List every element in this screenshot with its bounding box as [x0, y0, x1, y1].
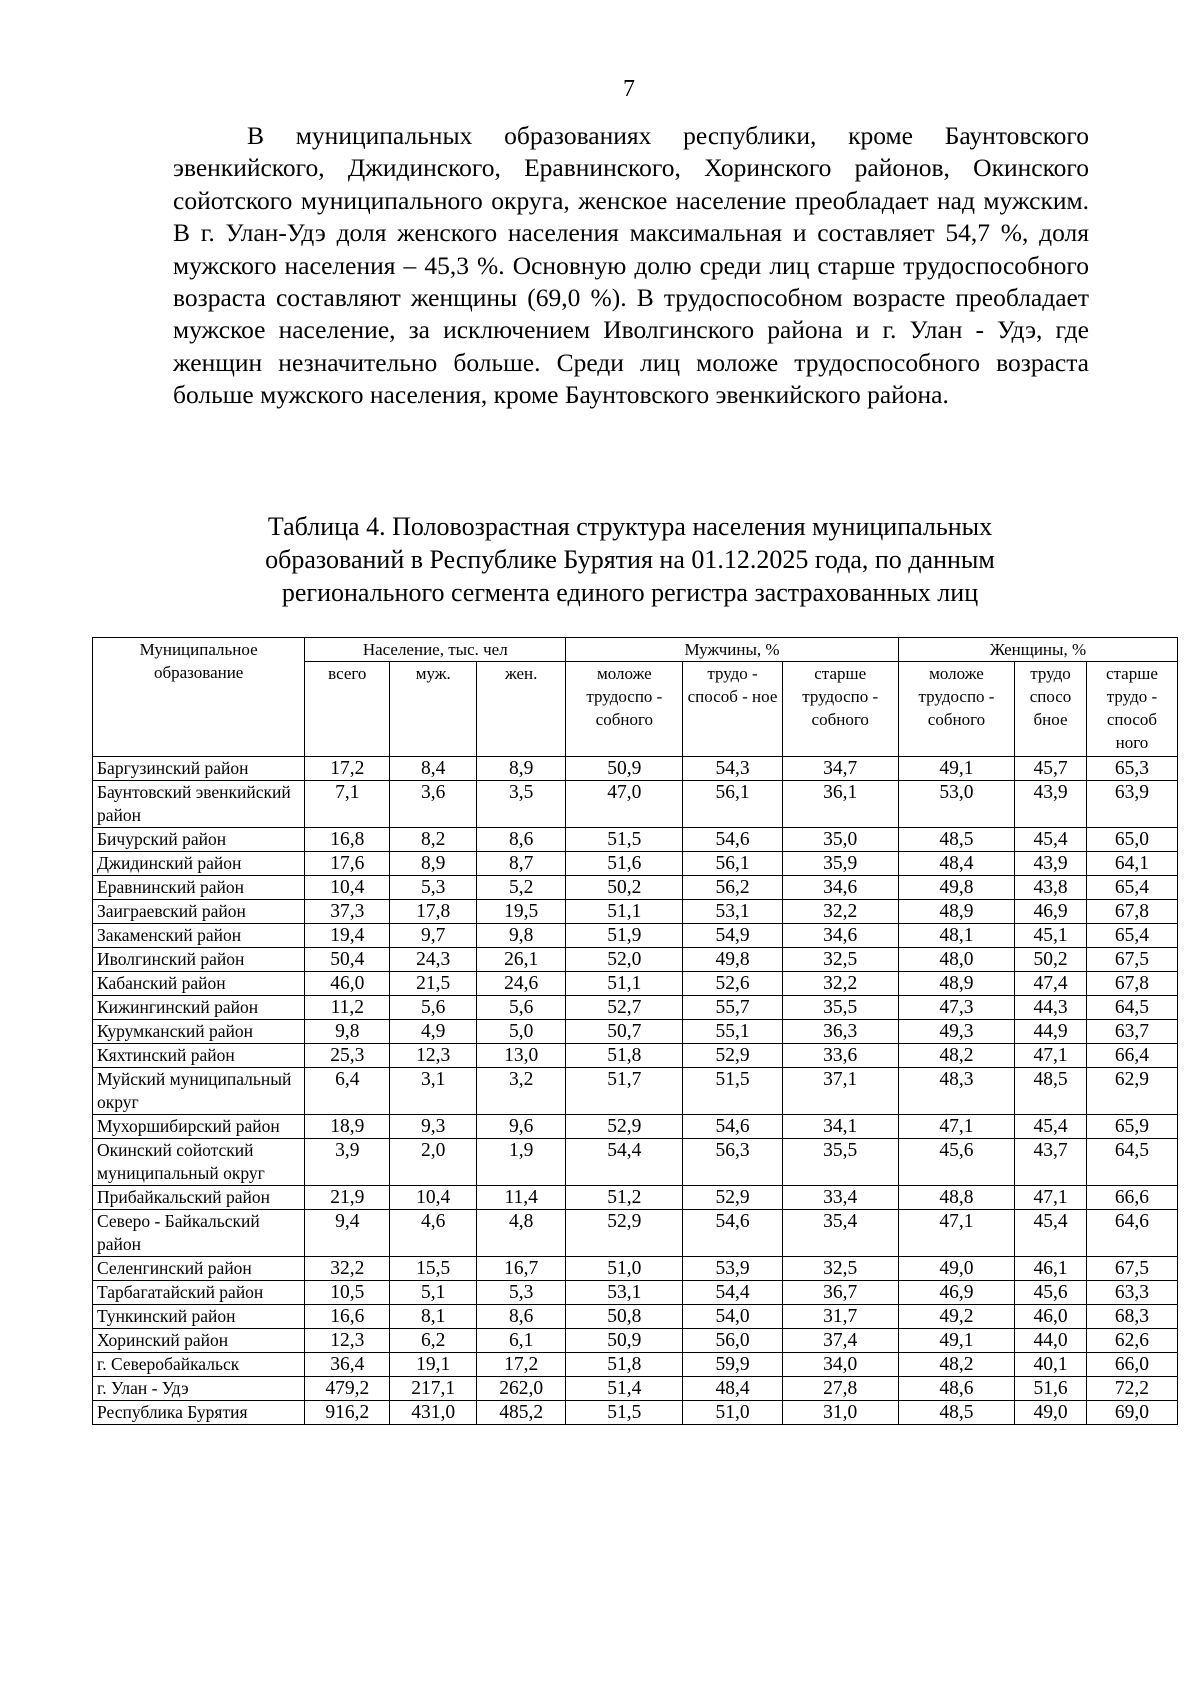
value-cell: 36,4 [305, 1353, 390, 1377]
table-row [93, 1044, 1178, 1068]
municipality-name-cell: Прибайкальский район [93, 1186, 305, 1210]
value-cell: 479,2 [305, 1377, 390, 1401]
value-cell: 9,7 [390, 924, 477, 948]
value-cell: 48,0 [898, 948, 1014, 972]
value-cell: 49,3 [898, 1020, 1014, 1044]
value-cell: 34,6 [782, 924, 898, 948]
value-cell: 1,9 [477, 1139, 566, 1186]
value-cell: 64,6 [1086, 1210, 1177, 1257]
value-cell: 64,5 [1086, 996, 1177, 1020]
table-row [93, 1281, 1178, 1305]
value-cell: 31,7 [782, 1305, 898, 1329]
value-cell: 35,0 [782, 828, 898, 852]
value-cell: 67,5 [1086, 948, 1177, 972]
value-cell: 45,7 [1015, 757, 1087, 781]
value-cell: 49,1 [898, 1329, 1014, 1353]
value-cell: 35,5 [782, 996, 898, 1020]
value-cell: 65,9 [1086, 1115, 1177, 1139]
value-cell: 24,6 [477, 972, 566, 996]
value-cell: 52,9 [683, 1186, 782, 1210]
value-cell: 10,4 [305, 876, 390, 900]
value-cell: 49,0 [898, 1257, 1014, 1281]
value-cell: 5,0 [477, 1020, 566, 1044]
table-row [93, 852, 1178, 876]
value-cell: 63,7 [1086, 1020, 1177, 1044]
value-cell: 26,1 [477, 948, 566, 972]
value-cell: 48,9 [898, 900, 1014, 924]
value-cell: 65,3 [1086, 757, 1177, 781]
value-cell: 54,9 [683, 924, 782, 948]
value-cell: 17,2 [477, 1353, 566, 1377]
value-cell: 48,5 [898, 1401, 1014, 1425]
value-cell: 5,2 [477, 876, 566, 900]
value-cell: 31,0 [782, 1401, 898, 1425]
value-cell: 50,9 [566, 757, 683, 781]
value-cell: 47,1 [898, 1210, 1014, 1257]
municipality-name-cell: Кабанский район [93, 972, 305, 996]
value-cell: 51,7 [566, 1068, 683, 1115]
value-cell: 46,1 [1015, 1257, 1087, 1281]
municipality-name-cell: Селенгинский район [93, 1257, 305, 1281]
municipality-name-cell: Баргузинский район [93, 757, 305, 781]
caption-line: регионального сегмента единого регистра застрахованных лиц [281, 578, 979, 607]
value-cell: 54,6 [683, 1115, 782, 1139]
value-cell: 5,6 [477, 996, 566, 1020]
value-cell: 51,6 [1015, 1377, 1087, 1401]
value-cell: 48,1 [898, 924, 1014, 948]
value-cell: 27,8 [782, 1377, 898, 1401]
value-cell: 32,5 [782, 1257, 898, 1281]
value-cell: 54,6 [683, 1210, 782, 1257]
value-cell: 48,2 [898, 1044, 1014, 1068]
value-cell: 56,2 [683, 876, 782, 900]
value-cell: 8,6 [477, 1305, 566, 1329]
value-cell: 47,0 [566, 781, 683, 828]
value-cell: 34,1 [782, 1115, 898, 1139]
value-cell: 4,9 [390, 1020, 477, 1044]
value-cell: 6,4 [305, 1068, 390, 1115]
value-cell: 21,5 [390, 972, 477, 996]
table-row [93, 900, 1178, 924]
value-cell: 11,2 [305, 996, 390, 1020]
value-cell: 55,1 [683, 1020, 782, 1044]
value-cell: 8,9 [390, 852, 477, 876]
caption-line: образований в Республике Бурятия на 01.12.2025 года, по данным [265, 545, 995, 574]
value-cell: 34,0 [782, 1353, 898, 1377]
table-row [93, 1377, 1178, 1401]
municipality-name-cell: Бичурский район [93, 828, 305, 852]
table-row [93, 1139, 1178, 1186]
value-cell: 9,6 [477, 1115, 566, 1139]
value-cell: 35,5 [782, 1139, 898, 1186]
municipality-name-cell: Республика Бурятия [93, 1401, 305, 1425]
value-cell: 53,9 [683, 1257, 782, 1281]
subheader-women-working: трудо спосо бное [1015, 662, 1087, 757]
header-women: Женщины, % [898, 638, 1177, 662]
value-cell: 48,9 [898, 972, 1014, 996]
value-cell: 69,0 [1086, 1401, 1177, 1425]
value-cell: 8,7 [477, 852, 566, 876]
municipality-name-cell: Кижингинский район [93, 996, 305, 1020]
value-cell: 4,8 [477, 1210, 566, 1257]
value-cell: 45,1 [1015, 924, 1087, 948]
value-cell: 51,4 [566, 1377, 683, 1401]
table-row [93, 1210, 1178, 1257]
table-row [93, 876, 1178, 900]
value-cell: 68,3 [1086, 1305, 1177, 1329]
value-cell: 64,5 [1086, 1139, 1177, 1186]
value-cell: 47,1 [1015, 1044, 1087, 1068]
value-cell: 32,5 [782, 948, 898, 972]
value-cell: 45,4 [1015, 1115, 1087, 1139]
value-cell: 3,1 [390, 1068, 477, 1115]
value-cell: 45,4 [1015, 828, 1087, 852]
value-cell: 51,8 [566, 1044, 683, 1068]
value-cell: 55,7 [683, 996, 782, 1020]
value-cell: 12,3 [305, 1329, 390, 1353]
value-cell: 72,2 [1086, 1377, 1177, 1401]
value-cell: 9,3 [390, 1115, 477, 1139]
value-cell: 51,1 [566, 972, 683, 996]
value-cell: 7,1 [305, 781, 390, 828]
table-row [93, 1305, 1178, 1329]
value-cell: 36,3 [782, 1020, 898, 1044]
value-cell: 485,2 [477, 1401, 566, 1425]
value-cell: 17,6 [305, 852, 390, 876]
table-row [93, 1115, 1178, 1139]
value-cell: 40,1 [1015, 1353, 1087, 1377]
value-cell: 217,1 [390, 1377, 477, 1401]
table-row [93, 948, 1178, 972]
value-cell: 5,3 [477, 1281, 566, 1305]
value-cell: 8,9 [477, 757, 566, 781]
municipality-name-cell: г. Северобайкальск [93, 1353, 305, 1377]
value-cell: 56,1 [683, 781, 782, 828]
value-cell: 67,8 [1086, 900, 1177, 924]
municipality-name-cell: Тункинский район [93, 1305, 305, 1329]
value-cell: 48,6 [898, 1377, 1014, 1401]
value-cell: 262,0 [477, 1377, 566, 1401]
table-row [93, 924, 1178, 948]
population-structure-table [92, 637, 1178, 1425]
value-cell: 44,9 [1015, 1020, 1087, 1044]
value-cell: 63,9 [1086, 781, 1177, 828]
value-cell: 32,2 [305, 1257, 390, 1281]
value-cell: 33,6 [782, 1044, 898, 1068]
value-cell: 50,9 [566, 1329, 683, 1353]
value-cell: 47,4 [1015, 972, 1087, 996]
value-cell: 53,0 [898, 781, 1014, 828]
value-cell: 66,4 [1086, 1044, 1177, 1068]
value-cell: 43,9 [1015, 852, 1087, 876]
table-row [93, 781, 1178, 828]
value-cell: 16,7 [477, 1257, 566, 1281]
table-header-row [93, 638, 1178, 662]
value-cell: 17,8 [390, 900, 477, 924]
table-row [93, 828, 1178, 852]
value-cell: 48,2 [898, 1353, 1014, 1377]
caption-line: Таблица 4. Половозрастная структура населения муниципальных [267, 512, 993, 541]
value-cell: 3,5 [477, 781, 566, 828]
value-cell: 47,1 [1015, 1186, 1087, 1210]
value-cell: 54,4 [566, 1139, 683, 1186]
value-cell: 65,4 [1086, 924, 1177, 948]
value-cell: 50,4 [305, 948, 390, 972]
value-cell: 50,8 [566, 1305, 683, 1329]
municipality-name-cell: Курумканский район [93, 1020, 305, 1044]
table-row [93, 1020, 1178, 1044]
value-cell: 16,8 [305, 828, 390, 852]
value-cell: 53,1 [683, 900, 782, 924]
value-cell: 9,8 [477, 924, 566, 948]
value-cell: 19,5 [477, 900, 566, 924]
subheader-men-old: старше трудоспо - собного [782, 662, 898, 757]
table-row [93, 757, 1178, 781]
value-cell: 45,6 [1015, 1281, 1087, 1305]
value-cell: 37,4 [782, 1329, 898, 1353]
value-cell: 50,2 [566, 876, 683, 900]
value-cell: 48,8 [898, 1186, 1014, 1210]
municipality-name-cell: Кяхтинский район [93, 1044, 305, 1068]
value-cell: 36,7 [782, 1281, 898, 1305]
value-cell: 46,0 [305, 972, 390, 996]
value-cell: 56,3 [683, 1139, 782, 1186]
value-cell: 46,9 [1015, 900, 1087, 924]
value-cell: 51,5 [566, 828, 683, 852]
subheader-women-young: моложе трудоспо - собного [898, 662, 1014, 757]
value-cell: 35,9 [782, 852, 898, 876]
value-cell: 56,1 [683, 852, 782, 876]
value-cell: 32,2 [782, 900, 898, 924]
subheader-women-old: старше трудо - способ ного [1086, 662, 1177, 757]
value-cell: 33,4 [782, 1186, 898, 1210]
value-cell: 47,3 [898, 996, 1014, 1020]
value-cell: 6,2 [390, 1329, 477, 1353]
header-population: Население, тыс. чел [305, 638, 566, 662]
value-cell: 51,2 [566, 1186, 683, 1210]
value-cell: 56,0 [683, 1329, 782, 1353]
value-cell: 49,2 [898, 1305, 1014, 1329]
value-cell: 48,5 [898, 828, 1014, 852]
value-cell: 50,2 [1015, 948, 1087, 972]
value-cell: 431,0 [390, 1401, 477, 1425]
value-cell: 19,4 [305, 924, 390, 948]
table-row [93, 1353, 1178, 1377]
value-cell: 54,0 [683, 1305, 782, 1329]
value-cell: 51,1 [566, 900, 683, 924]
value-cell: 8,1 [390, 1305, 477, 1329]
value-cell: 10,5 [305, 1281, 390, 1305]
value-cell: 9,4 [305, 1210, 390, 1257]
table-row [93, 972, 1178, 996]
table-row [93, 1401, 1178, 1425]
municipality-name-cell: Баунтовский эвенкийский район [93, 781, 305, 828]
value-cell: 45,6 [898, 1139, 1014, 1186]
municipality-name-cell: Закаменский район [93, 924, 305, 948]
value-cell: 65,4 [1086, 876, 1177, 900]
value-cell: 49,8 [683, 948, 782, 972]
value-cell: 37,1 [782, 1068, 898, 1115]
value-cell: 59,9 [683, 1353, 782, 1377]
value-cell: 16,6 [305, 1305, 390, 1329]
municipality-name-cell: Мухоршибирский район [93, 1115, 305, 1139]
value-cell: 13,0 [477, 1044, 566, 1068]
value-cell: 52,6 [683, 972, 782, 996]
value-cell: 67,5 [1086, 1257, 1177, 1281]
value-cell: 32,2 [782, 972, 898, 996]
value-cell: 3,9 [305, 1139, 390, 1186]
value-cell: 11,4 [477, 1186, 566, 1210]
page-number: 7 [623, 76, 635, 102]
value-cell: 916,2 [305, 1401, 390, 1425]
subheader-male: муж. [390, 662, 477, 757]
value-cell: 2,0 [390, 1139, 477, 1186]
value-cell: 44,0 [1015, 1329, 1087, 1353]
value-cell: 19,1 [390, 1353, 477, 1377]
value-cell: 48,4 [898, 852, 1014, 876]
value-cell: 46,0 [1015, 1305, 1087, 1329]
value-cell: 54,4 [683, 1281, 782, 1305]
value-cell: 52,9 [683, 1044, 782, 1068]
value-cell: 51,9 [566, 924, 683, 948]
municipality-name-cell: Заиграевский район [93, 900, 305, 924]
value-cell: 25,3 [305, 1044, 390, 1068]
table-caption [190, 510, 1070, 609]
value-cell: 43,8 [1015, 876, 1087, 900]
value-cell: 8,4 [390, 757, 477, 781]
value-cell: 6,1 [477, 1329, 566, 1353]
value-cell: 49,8 [898, 876, 1014, 900]
municipality-name-cell: Еравнинский район [93, 876, 305, 900]
value-cell: 34,7 [782, 757, 898, 781]
value-cell: 5,3 [390, 876, 477, 900]
subheader-female: жен. [477, 662, 566, 757]
value-cell: 52,7 [566, 996, 683, 1020]
value-cell: 43,7 [1015, 1139, 1087, 1186]
subheader-men-young: моложе трудоспо - собного [566, 662, 683, 757]
municipality-name-cell: Муйский муниципальный округ [93, 1068, 305, 1115]
value-cell: 49,0 [1015, 1401, 1087, 1425]
value-cell: 45,4 [1015, 1210, 1087, 1257]
value-cell: 51,0 [683, 1401, 782, 1425]
value-cell: 53,1 [566, 1281, 683, 1305]
value-cell: 24,3 [390, 948, 477, 972]
table-row [93, 1257, 1178, 1281]
value-cell: 48,4 [683, 1377, 782, 1401]
value-cell: 50,7 [566, 1020, 683, 1044]
value-cell: 46,9 [898, 1281, 1014, 1305]
municipality-name-cell: Окинский сойотский муниципальный округ [93, 1139, 305, 1186]
municipality-name-cell: Иволгинский район [93, 948, 305, 972]
value-cell: 67,8 [1086, 972, 1177, 996]
value-cell: 54,3 [683, 757, 782, 781]
value-cell: 54,6 [683, 828, 782, 852]
value-cell: 52,9 [566, 1210, 683, 1257]
value-cell: 66,0 [1086, 1353, 1177, 1377]
municipality-name-cell: Тарбагатайский район [93, 1281, 305, 1305]
value-cell: 37,3 [305, 900, 390, 924]
value-cell: 43,9 [1015, 781, 1087, 828]
value-cell: 52,9 [566, 1115, 683, 1139]
value-cell: 9,8 [305, 1020, 390, 1044]
table-row [93, 996, 1178, 1020]
value-cell: 62,9 [1086, 1068, 1177, 1115]
value-cell: 12,3 [390, 1044, 477, 1068]
value-cell: 48,5 [1015, 1068, 1087, 1115]
value-cell: 44,3 [1015, 996, 1087, 1020]
value-cell: 21,9 [305, 1186, 390, 1210]
value-cell: 66,6 [1086, 1186, 1177, 1210]
subheader-total: всего [305, 662, 390, 757]
municipality-name-cell: Джидинский район [93, 852, 305, 876]
value-cell: 18,9 [305, 1115, 390, 1139]
header-men: Мужчины, % [566, 638, 899, 662]
value-cell: 65,0 [1086, 828, 1177, 852]
value-cell: 47,1 [898, 1115, 1014, 1139]
value-cell: 5,6 [390, 996, 477, 1020]
value-cell: 15,5 [390, 1257, 477, 1281]
value-cell: 62,6 [1086, 1329, 1177, 1353]
value-cell: 51,5 [683, 1068, 782, 1115]
value-cell: 51,6 [566, 852, 683, 876]
table-row [93, 1329, 1178, 1353]
value-cell: 8,2 [390, 828, 477, 852]
municipality-name-cell: Хоринский район [93, 1329, 305, 1353]
body-paragraph: В муниципальных образованиях республики, кроме Баунтовского эвенкийского, Джидинского, Еравнинского, Хоринского районов, Окинского сойотского муниципального округа, женское население преобладает над мужским. В г. Улан-Удэ доля женского населения максимальная и составляет 54,7 %, доля мужского населения – 45,3 %. Основную долю среди лиц старше трудоспособного возраста составляют женщины (69,0 %). В трудоспособном возрасте преобладает мужское население, за исключением Иволгинского района и г. Улан - Удэ, где женщин незначительно больше. Среди лиц моложе трудоспособного возраста больше мужского населения, кроме Баунтовского эвенкийского района. [173, 121, 1089, 410]
value-cell: 51,5 [566, 1401, 683, 1425]
header-municipality: Муниципальное образование [93, 638, 305, 757]
table-row [93, 1068, 1178, 1115]
value-cell: 4,6 [390, 1210, 477, 1257]
value-cell: 10,4 [390, 1186, 477, 1210]
value-cell: 17,2 [305, 757, 390, 781]
value-cell: 8,6 [477, 828, 566, 852]
value-cell: 5,1 [390, 1281, 477, 1305]
value-cell: 63,3 [1086, 1281, 1177, 1305]
value-cell: 3,6 [390, 781, 477, 828]
value-cell: 3,2 [477, 1068, 566, 1115]
table-row [93, 1186, 1178, 1210]
value-cell: 49,1 [898, 757, 1014, 781]
value-cell: 36,1 [782, 781, 898, 828]
value-cell: 52,0 [566, 948, 683, 972]
value-cell: 34,6 [782, 876, 898, 900]
value-cell: 51,8 [566, 1353, 683, 1377]
table-body [93, 757, 1178, 1425]
value-cell: 51,0 [566, 1257, 683, 1281]
subheader-men-working: трудо - способ - ное [683, 662, 782, 757]
municipality-name-cell: г. Улан - Удэ [93, 1377, 305, 1401]
value-cell: 48,3 [898, 1068, 1014, 1115]
municipality-name-cell: Северо - Байкальский район [93, 1210, 305, 1257]
value-cell: 64,1 [1086, 852, 1177, 876]
value-cell: 35,4 [782, 1210, 898, 1257]
